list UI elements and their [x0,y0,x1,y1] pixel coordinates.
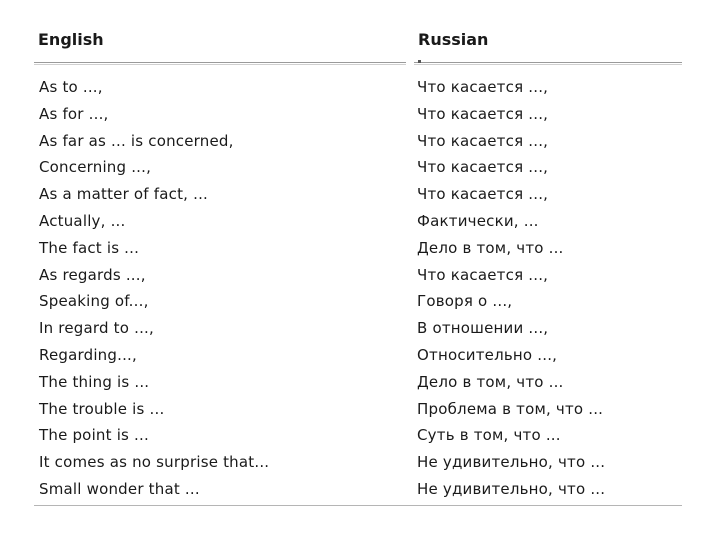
russian-phrase: Что касается ..., [417,185,549,204]
table-body [0,74,720,503]
english-phrase: The thing is ... [39,372,150,391]
table-row [0,288,720,315]
table-row [0,262,720,289]
table-row [0,342,720,369]
table-row [0,369,720,396]
header-divider-right [414,62,682,65]
header-divider-left [34,62,406,65]
russian-phrase: Не удивительно, что ... [417,453,606,472]
table-row [0,422,720,449]
russian-phrase: Что касается ..., [417,265,549,284]
russian-phrase: Что касается ..., [417,104,549,123]
table-row [0,315,720,342]
russian-phrase: Суть в том, что ... [417,426,561,445]
english-phrase: Actually, ... [39,211,126,230]
russian-phrase: Проблема в том, что ... [417,399,604,418]
english-phrase: As to ..., [39,78,103,96]
english-phrase: Small wonder that ... [39,479,200,498]
english-phrase: The fact is ... [39,238,140,257]
english-phrase: As for ..., [39,104,109,123]
russian-phrase: В отношении ..., [417,319,549,338]
russian-phrase: Что касается ..., [417,158,549,177]
english-phrase: In regard to ..., [39,319,154,338]
russian-phrase: Дело в том, что ... [417,372,564,391]
english-phrase: As regards ..., [39,265,146,284]
table-row [0,449,720,476]
table-bottom-divider [34,505,682,506]
english-phrase: As far as ... is concerned, [39,131,234,150]
table-row [0,476,720,503]
russian-phrase: Что касается ..., [417,131,549,150]
divider-dot [418,60,421,63]
header-english: English [38,30,104,49]
russian-phrase: Что касается ..., [417,78,549,96]
table-row [0,154,720,181]
table-row [0,396,720,423]
english-phrase: As a matter of fact, ... [39,185,209,204]
russian-phrase: Говоря о ..., [417,292,513,311]
table-row [0,74,720,101]
table-row [0,181,720,208]
table-row [0,101,720,128]
english-phrase: The point is ... [39,426,149,445]
english-phrase: Concerning ..., [39,158,152,177]
table-row [0,235,720,262]
english-phrase: Speaking of..., [39,292,149,311]
english-phrase: It comes as no surprise that... [39,453,270,472]
russian-phrase: Не удивительно, что ... [417,479,606,498]
english-phrase: The trouble is ... [39,399,165,418]
table-row [0,128,720,155]
header-russian: Russian [418,30,489,49]
table-row [0,208,720,235]
russian-phrase: Фактически, ... [417,211,539,230]
english-phrase: Regarding..., [39,345,137,364]
table-header [0,26,720,54]
russian-phrase: Дело в том, что ... [417,238,564,257]
russian-phrase: Относительно ..., [417,345,558,364]
